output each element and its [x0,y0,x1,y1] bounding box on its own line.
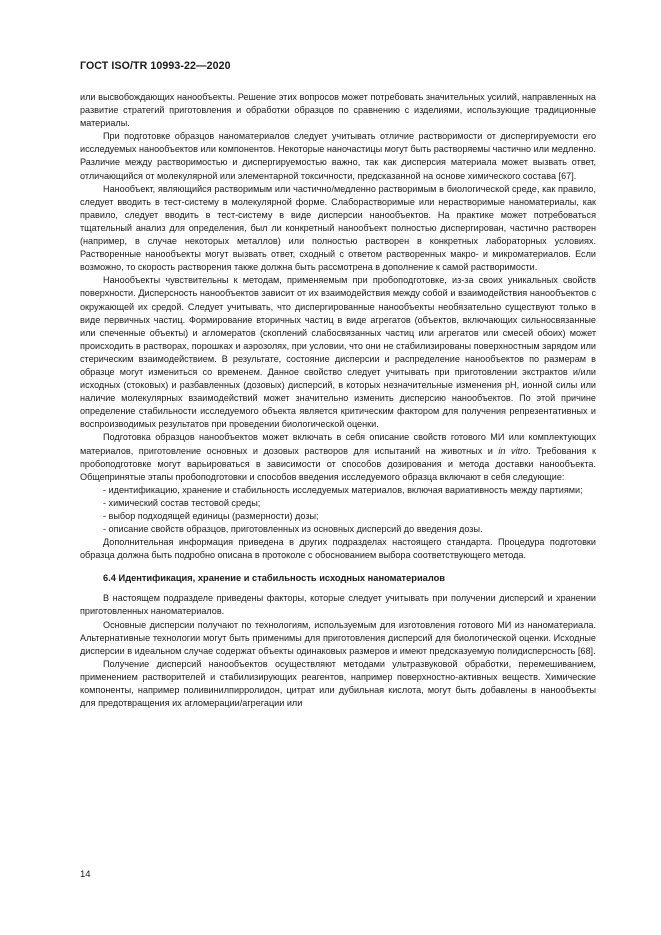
document-header: ГОСТ ISO/TR 10993-22—2020 [80,60,231,72]
paragraph: Получение дисперсий нанообъектов осуществляют методами ультразвуковой обработки, перемешиванием, применением растворителей и стабилизирующих реагентов, например поверхностно-активных веществ. Химические компоненты, например поливинилпирролидон, цитрат или дубильная кислота, могут быть добавлены в нанообъекты для предотвращения их агломерации/агрегации или [80,658,596,709]
paragraph: При подготовке образцов наноматериалов следует учитывать отличие растворимости от диспергируемости его исследуемых нанообъектов или компонентов. Некоторые наночастицы могут быть растворяемы частично или медленно. Различие между растворимостью и диспергируемостью важно, так как дисперсия материала может вызвать ответ, отличающийся от молекулярной или элементарной токсичности, предсказанной на основе химического состава [67]. [80,131,596,181]
list-item: - описание свойств образцов, приготовленных из основных дисперсий до введения дозы. [103,524,483,535]
paragraph-text: Требования к пробоподготовке могут варьироваться в зависимости от способов дозирования и метода доставки нанообъекта. Общепринятые этапы пробоподготовки и способов введения исследуемого образца включают в себя следующие: [80,445,597,482]
paragraph: Нанообъект, являющийся растворимым или частично/медленно растворимым в биологической среде, как правило, следует вводить в тест-систему в молекулярной форме. Слаборастворимые или нерастворимые наноматериалы, как правило, следует вводить в тест-систему в виде дисперсии нанообъектов. На практике может потребоваться тщательный анализ для определения, был ли конкретный нанообъект полностью диспергирован, частично растворен (например, в случае некоторых металлов) или полностью растворен в конкретных лабораторных условиях. Растворенные нанообъекты могут вызвать ответ, сходный с ответом растворенных макро- и микроматериалов. Если возможно, то скорость растворения также должна быть рассмотрена в дополнение к самой растворимости. [80,183,596,273]
paragraph: Нанообъекты чувствительны к методам, применяемым при пробоподготовке, из-за своих уникальных свойств поверхности. Дисперсность нанообъектов зависит от их взаимодействия между собой и взаимодействия нанообъектов с окружающей их средой. Следует учитывать, что диспергированные нанообъекты необязательно существуют только в виде первичных частиц. Формирование вторичных частиц в виде агрегатов (объектов, включающих сильносвязанные или спеченные объекты) и агломератов (скоплений слабосвязанных частиц или агрегатов или смесей обоих) может происходить в растворах, порошках и аэрозолях, при условии, что они не стабилизированы поверхностным зарядом или стерическим взаимодействием. В результате, состояние дисперсии и распределение нанообъектов по размерам в образце могут измениться со временем. Данное свойство следует учитывать при приготовлении экстрактов и/или исходных (стоковых) и разбавленных (дозовых) дисперсий, в которых незначительные изменения рН, ионной силы или наличие молекулярных взаимодействий может значительно изменить дисперсию нанообъектов. По этой причине определение стабильности исследуемого объекта является критическим фактором для получения репрезентативных и воспроизводимых результатов при проведении биологической оценки. [80,275,596,430]
paragraph: или высвобождающих нанообъекты. Решение этих вопросов может потребовать значительных усилий, направленных на развитие стратегий приготовления и обработки образцов по сравнению с изделиями, использующие традиционные материалы. [80,92,596,129]
paragraph: Дополнительная информация приведена в других подразделах настоящего стандарта. Процедура подготовки образца должна быть подробно описана в протоколе с обоснованием выбора соответствующего метода. [80,537,596,561]
paragraph: Основные дисперсии получают по технологиям, используемым для изготовления готового МИ из наноматериала. Альтернативные технологии могут быть применимы для приготовления дисперсий для биологической оценки. Исходные дисперсии в идеальном случае содержат объекты одинаковых размеров и имеют предсказуемую полидисперсность [68]. [80,619,596,656]
page-number: 14 [80,869,91,880]
in-vitro-term: in vitro. [498,445,531,456]
list-item: - идентификацию, хранение и стабильность исследуемых материалов, включая вариативность между партиями; [103,484,583,495]
paragraph: В настоящем подразделе приведены факторы, которые следует учитывать при получении дисперсий и хранении приготовленных наноматериалов. [80,593,596,617]
section-heading: 6.4 Идентификация, хранение и стабильность исходных наноматериалов [103,573,446,584]
list-item: - выбор подходящей единицы (размерности) дозы; [103,511,319,521]
paragraph [80,431,596,483]
list-item: - химический состав тестовой среды; [103,497,261,508]
paragraph-text: Подготовка образцов нанообъектов может включать в себя описание свойств готового МИ или комплектующих материалов, приготовление основных и дозовых растворов для испытаний на животных и [80,432,596,456]
document-body [80,91,596,710]
